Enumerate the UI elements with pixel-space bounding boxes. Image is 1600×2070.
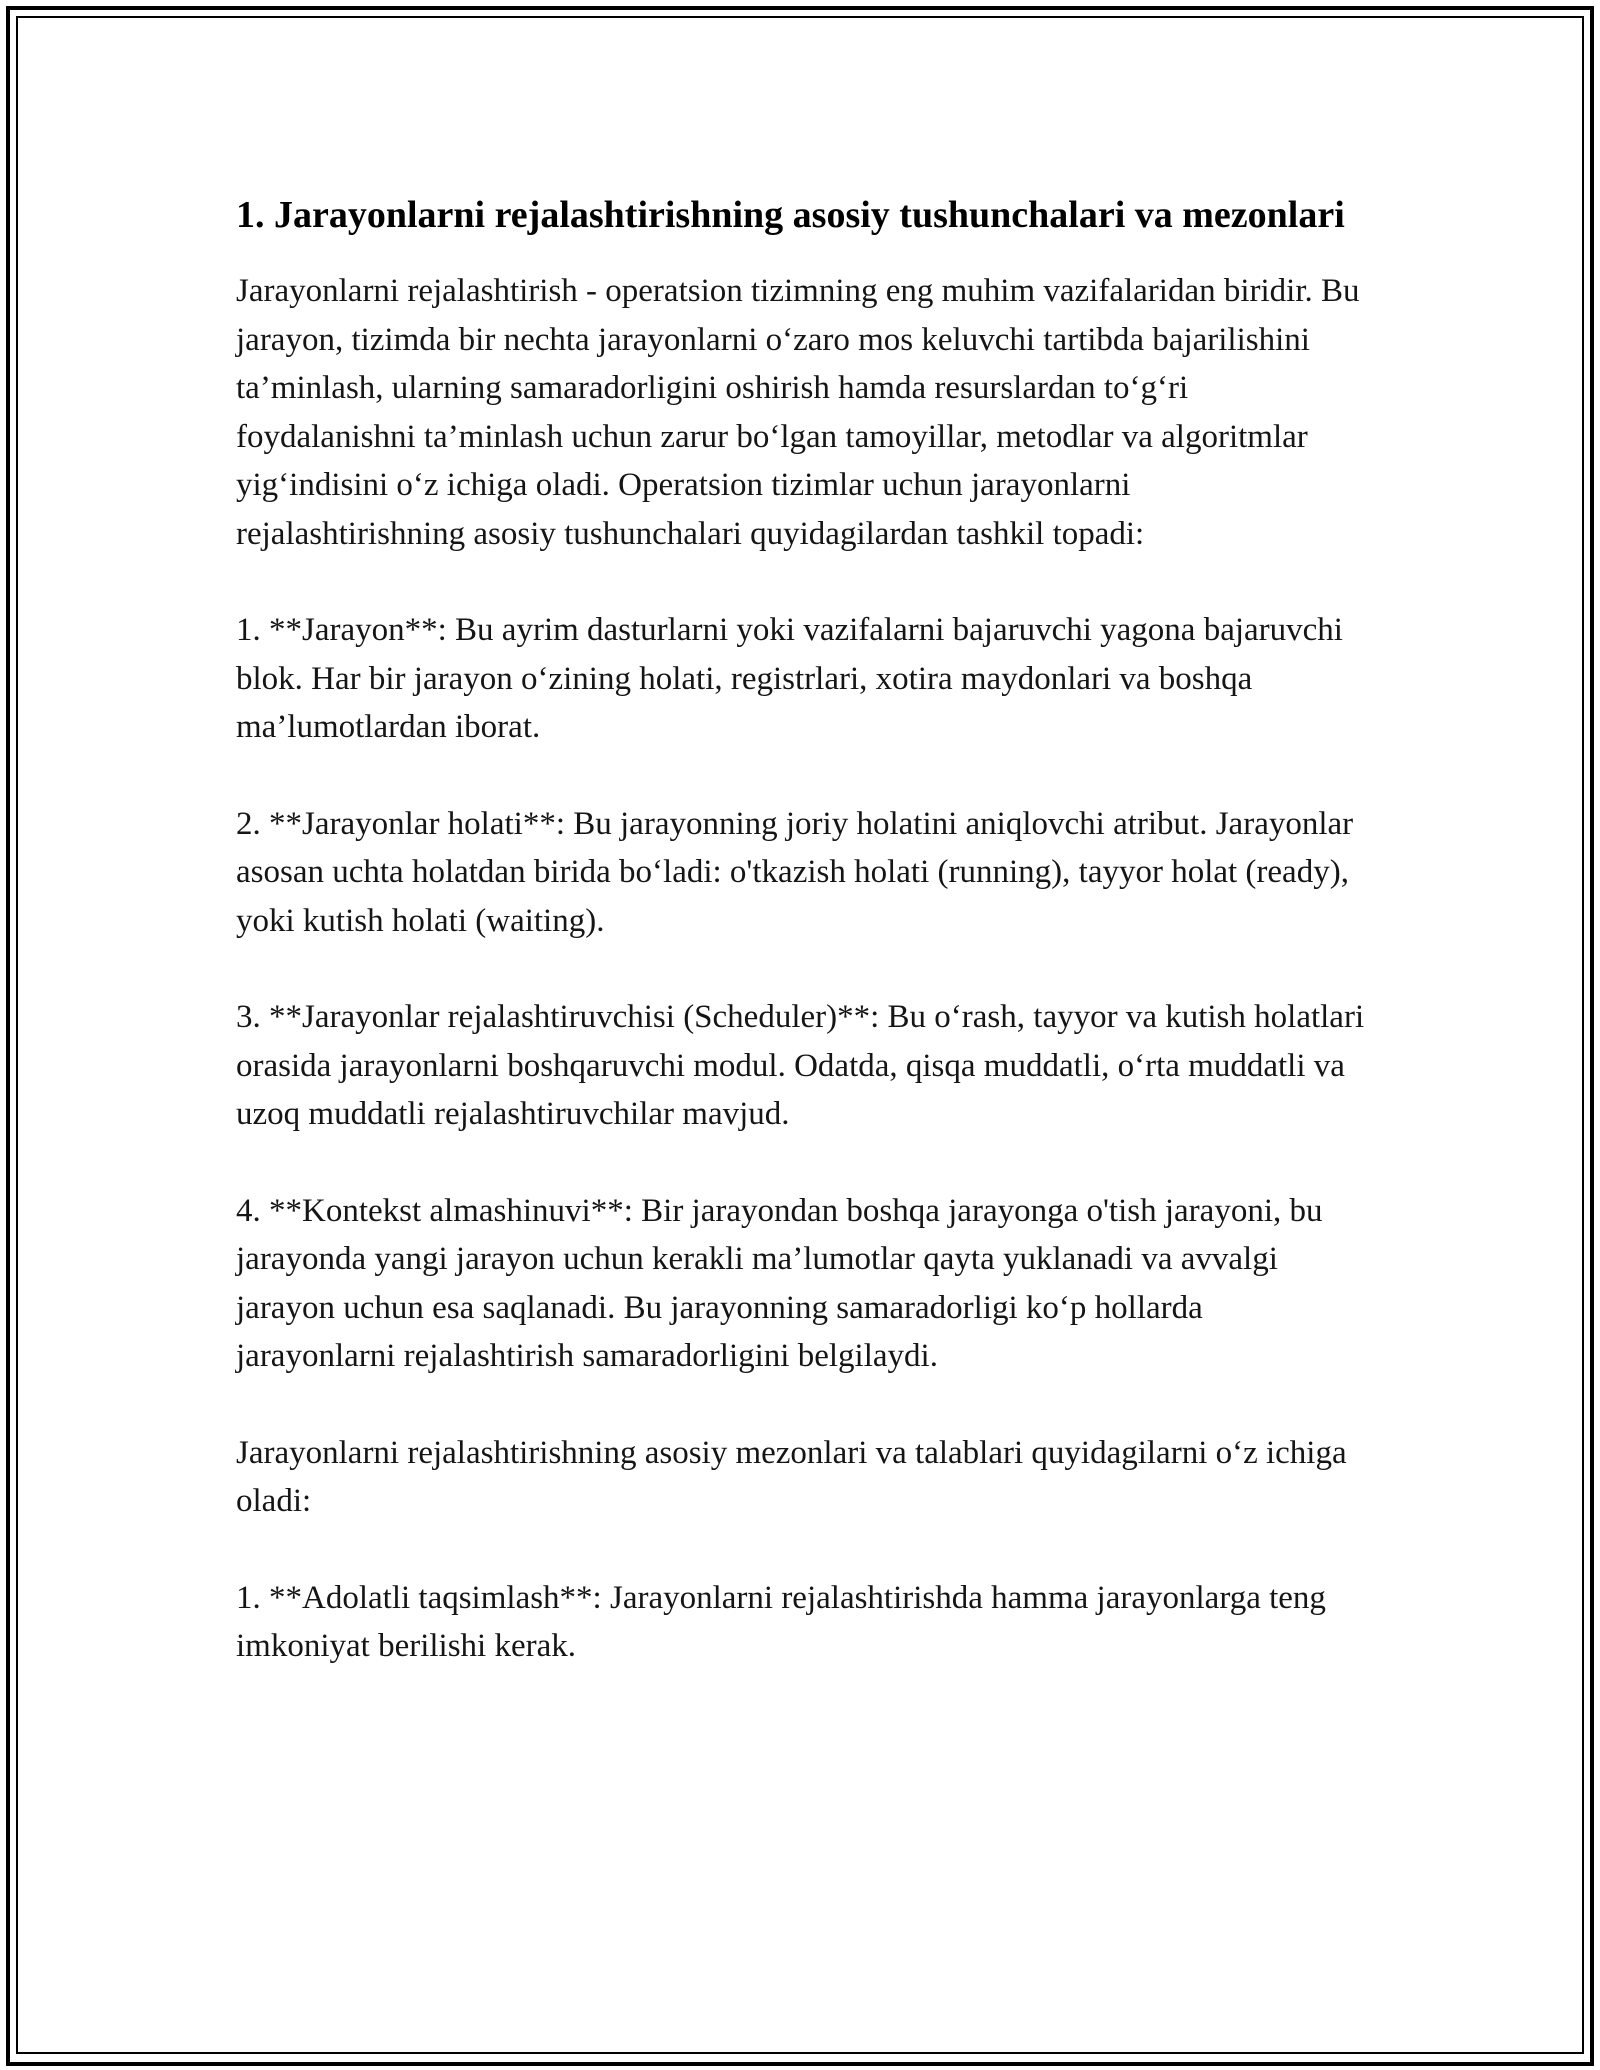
criteria-intro-paragraph: Jarayonlarni rejalashtirishning asosiy mezonlari va talablari quyidagilarni o‘z ichiga oladi: <box>236 1434 1347 1519</box>
list-item-jarayon: 1. **Jarayon**: Bu ayrim dasturlarni yoki vazifalarni bajaruvchi yagona bajaruvchi blok. Har bir jarayon o‘zining holati, registrlari, xotira maydonlari va boshqa ma’lumotlardan iborat. <box>236 612 1343 745</box>
document-body <box>236 188 1366 1719</box>
list-item-scheduler: 3. **Jarayonlar rejalashtiruvchisi (Scheduler)**: Bu o‘rash, tayyor va kutish holatlari orasida jarayonlarni boshqaruvchi modul. Odatda, qisqa muddatli, o‘rta muddatli va uzoq muddatli rejalashtiruvchilar mavjud. <box>236 999 1365 1132</box>
list-item-jarayonlar-holati: 2. **Jarayonlar holati**: Bu jarayonning joriy holatini aniqlovchi atribut. Jarayonlar asosan uchta holatdan birida bo‘ladi: o'tkazish holati (running), tayyor holat (ready), yoki kutish holati (waiting). <box>236 805 1354 939</box>
section-title: 1. Jarayonlarni rejalashtirishning asosiy tushunchalari va mezonlari <box>236 194 1345 236</box>
list-item-kontekst-almashinuvi: 4. **Kontekst almashinuvi**: Bir jarayondan boshqa jarayonga o'tish jarayoni, bu jarayonda yangi jarayon uchun kerakli ma’lumotlar qayta yuklanadi va avvalgi jarayon uchun esa saqlanadi. Bu jarayonning samaradorligi ko‘p hollarda jarayonlarni rejalashtirish samaradorligini belgilaydi. <box>236 1192 1323 1374</box>
list-item-adolatli-taqsimlash: 1. **Adolatli taqsimlash**: Jarayonlarni rejalashtirishda hamma jarayonlarga teng imkoniyat berilishi kerak. <box>236 1579 1326 1664</box>
intro-paragraph: Jarayonlarni rejalashtirish - operatsion tizimning eng muhim vazifalaridan biridir. Bu jarayon, tizimda bir nechta jarayonlarni o‘zaro mos keluvchi tartibda bajarilishini ta’minlash, ularning samaradorligini oshirish hamda resurslardan to‘g‘ri foydalanishni ta’minlash uchun zarur bo‘lgan tamoyillar, metodlar va algoritmlar yig‘indisini o‘z ichiga oladi. Operatsion tizimlar uchun jarayonlarni rejalashtirishning asosiy tushunchalari quyidagilardan tashkil topadi: <box>236 273 1360 552</box>
